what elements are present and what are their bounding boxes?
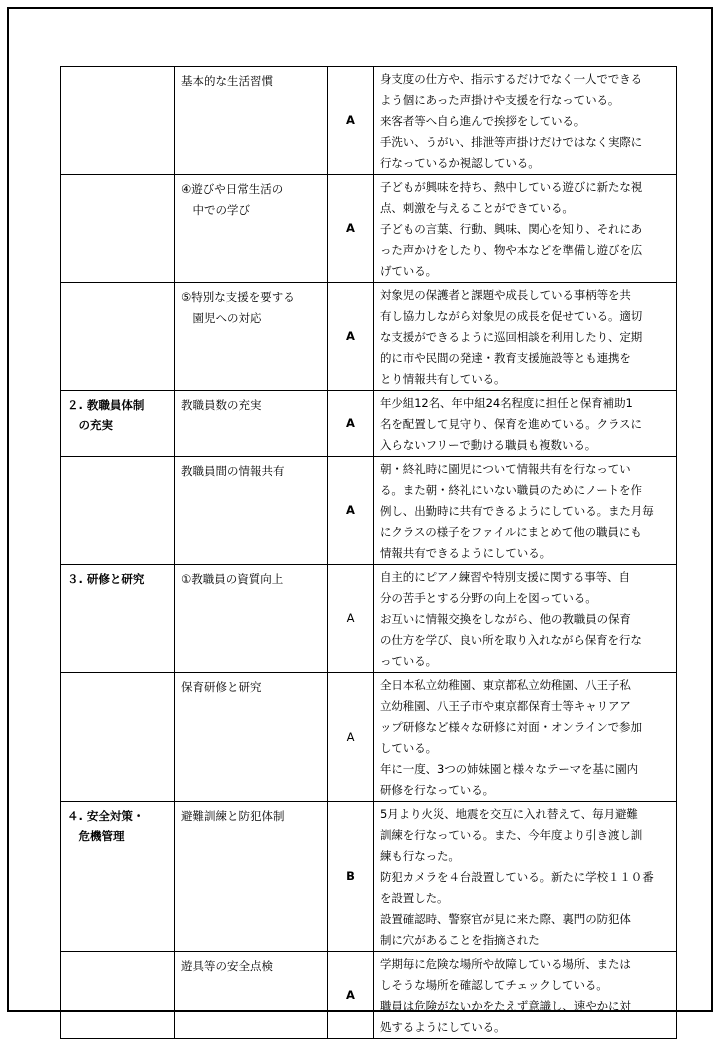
grade-cell: A xyxy=(328,952,374,1039)
description-line: している。 xyxy=(380,741,437,755)
item-label: 遊具等の安全点検 xyxy=(181,959,273,973)
item-cell xyxy=(175,283,328,391)
grade-cell: A xyxy=(328,457,374,565)
category-cell xyxy=(61,391,175,457)
description-line: 来客者等へ自ら進んで挨拶をしている。 xyxy=(380,114,586,128)
table-row xyxy=(61,457,677,565)
category-label: の充実 xyxy=(67,418,113,432)
description-cell xyxy=(374,391,677,457)
item-label: 教職員間の情報共有 xyxy=(181,464,285,478)
description-line: 防犯カメラを４台設置している。新たに学校１１０番 xyxy=(380,870,654,884)
grade-cell: B xyxy=(328,802,374,952)
category-label: ３. 研修と研究 xyxy=(67,572,145,586)
description-line: 5月より火災、地震を交互に入れ替えて、毎月避難 xyxy=(380,807,638,821)
description-line: 朝・終礼時に園児について情報共有を行なってい xyxy=(380,462,631,476)
description-line: な支援ができるように巡回相談を利用したり、定期 xyxy=(380,330,643,344)
table-row xyxy=(61,67,677,175)
evaluation-table xyxy=(60,66,677,1039)
table-row xyxy=(61,952,677,1039)
description-line: 全日本私立幼稚園、東京都私立幼稚園、八王子私 xyxy=(380,678,631,692)
description-line: 制に穴があることを指摘された xyxy=(380,933,540,947)
item-label: 園児への対応 xyxy=(181,311,262,325)
item-label: 避難訓練と防犯体制 xyxy=(181,809,285,823)
description-cell xyxy=(374,67,677,175)
description-line: 名を配置して見守り、保育を進めている。クラスに xyxy=(380,417,642,431)
description-line: 手洗い、うがい、排泄等声掛けだけではなく実際に xyxy=(380,135,643,149)
description-cell xyxy=(374,952,677,1039)
item-label: ⑤特別な支援を要する xyxy=(181,290,295,304)
description-cell xyxy=(374,283,677,391)
description-line: 分の苦手とする分野の向上を図っている。 xyxy=(380,591,597,605)
category-cell xyxy=(61,802,175,952)
description-line: しそうな場所を確認してチェックしている。 xyxy=(380,978,608,992)
item-label: 保育研修と研究 xyxy=(181,680,262,694)
description-line: 入らないフリーで動ける職員も複数いる。 xyxy=(380,438,597,452)
table-row xyxy=(61,673,677,802)
item-cell xyxy=(175,175,328,283)
item-label: ④遊びや日常生活の xyxy=(181,182,284,196)
description-cell xyxy=(374,175,677,283)
item-cell xyxy=(175,952,328,1039)
item-cell xyxy=(175,673,328,802)
category-cell xyxy=(61,457,175,565)
category-label: 危機管理 xyxy=(67,829,125,843)
description-line: っている。 xyxy=(380,654,437,668)
table-row xyxy=(61,802,677,952)
item-cell xyxy=(175,67,328,175)
description-cell xyxy=(374,673,677,802)
description-line: 研修を行なっている。 xyxy=(380,783,494,797)
description-line: 処するようにしている。 xyxy=(380,1020,506,1034)
item-cell xyxy=(175,457,328,565)
description-line: 年少組12名、年中組24名程度に担任と保育補助1 xyxy=(380,396,633,410)
category-cell xyxy=(61,673,175,802)
description-line: とり情報共有している。 xyxy=(380,372,506,386)
description-line: 設置確認時、警察官が見に来た際、裏門の防犯体 xyxy=(380,912,631,926)
description-line: 情報共有できるようにしている。 xyxy=(380,546,551,560)
category-label: ４. 安全対策・ xyxy=(67,809,145,823)
description-line: 点、刺激を与えることができている。 xyxy=(380,201,574,215)
description-line: 年に一度、3つの姉妹園と様々なテーマを基に園内 xyxy=(380,762,639,776)
category-cell xyxy=(61,565,175,673)
description-line: 身支度の仕方や、指示するだけでなく一人でできる xyxy=(380,72,642,86)
description-line: 学期毎に危険な場所や故障している場所、または xyxy=(380,957,631,971)
description-line: の仕方を学び、良い所を取り入れながら保育を行な xyxy=(380,633,642,647)
description-line: 対象児の保護者と課題や成長している事柄等を共 xyxy=(380,288,631,302)
description-line: 立幼稚園、八王子市や東京都保育士等キャリアア xyxy=(380,699,631,713)
grade-cell: A xyxy=(328,565,374,673)
grade-cell: A xyxy=(328,67,374,175)
item-label: ①教職員の資質向上 xyxy=(181,572,284,586)
description-line: 例し、出勤時に共有できるようにしている。また月毎 xyxy=(380,504,654,518)
description-cell xyxy=(374,802,677,952)
category-cell xyxy=(61,175,175,283)
description-line: げている。 xyxy=(380,264,437,278)
item-label: 教職員数の充実 xyxy=(181,398,262,412)
item-cell xyxy=(175,565,328,673)
description-line: お互いに情報交換をしながら、他の教職員の保育 xyxy=(380,612,631,626)
table-row xyxy=(61,565,677,673)
category-label: ２. 教職員体制 xyxy=(67,398,145,412)
grade-cell: A xyxy=(328,673,374,802)
description-line: る。また朝・終礼にいない職員のためにノートを作 xyxy=(380,483,642,497)
description-line: 有し協力しながら対象児の成長を促せている。適切 xyxy=(380,309,643,323)
description-line: 子どもの言葉、行動、興味、関心を知り、それにあ xyxy=(380,222,643,236)
description-line: よう個にあった声掛けや支援を行なっている。 xyxy=(380,93,620,107)
table-row xyxy=(61,283,677,391)
category-cell xyxy=(61,67,175,175)
description-line: にクラスの様子をファイルにまとめて他の職員にも xyxy=(380,525,642,539)
description-line: 子どもが興味を持ち、熱中している遊びに新たな視 xyxy=(380,180,643,194)
description-line: を設置した。 xyxy=(380,891,449,905)
grade-cell: A xyxy=(328,175,374,283)
grade-cell: A xyxy=(328,283,374,391)
item-cell xyxy=(175,391,328,457)
description-cell xyxy=(374,457,677,565)
description-line: 的に市や民間の発達・教育支援施設等とも連携を xyxy=(380,351,631,365)
description-line: 練も行なった。 xyxy=(380,849,460,863)
grade-cell: A xyxy=(328,391,374,457)
description-line: 行なっているか視認している。 xyxy=(380,156,540,170)
table-row xyxy=(61,175,677,283)
category-cell xyxy=(61,283,175,391)
description-line: 自主的にピアノ練習や特別支援に関する事等、自 xyxy=(380,570,630,584)
description-cell xyxy=(374,565,677,673)
description-line: ップ研修など様々な研修に対面・オンラインで参加 xyxy=(380,720,642,734)
item-label: 基本的な生活習慣 xyxy=(181,74,273,88)
category-cell xyxy=(61,952,175,1039)
item-label: 中での学び xyxy=(181,203,250,217)
description-line: った声かけをしたり、物や本などを準備し遊びを広 xyxy=(380,243,643,257)
description-line: 職員は危険がないかをたえず意識し、速やかに対 xyxy=(380,999,631,1013)
table-row xyxy=(61,391,677,457)
description-line: 訓練を行なっている。また、今年度より引き渡し訓 xyxy=(380,828,643,842)
item-cell xyxy=(175,802,328,952)
